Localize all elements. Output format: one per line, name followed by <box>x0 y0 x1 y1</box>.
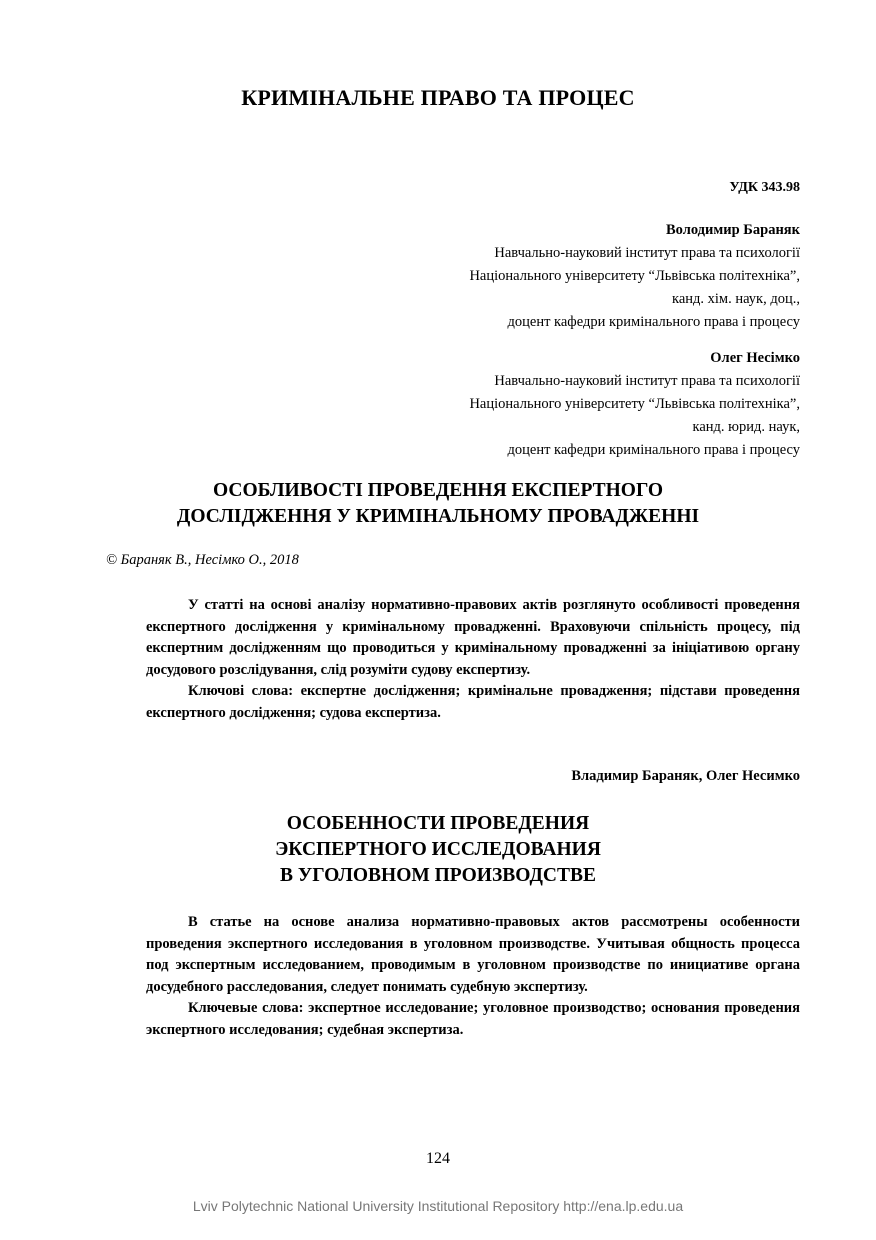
authors-ru: Владимир Бараняк, Олег Несимко <box>571 768 800 784</box>
abstract-ru <box>146 912 800 1041</box>
section-header: КРИМІНАЛЬНЕ ПРАВО ТА ПРОЦЕС <box>241 85 635 110</box>
article-title-uk <box>0 478 876 530</box>
author-degree: канд. юрид. наук, <box>692 419 800 435</box>
author-affiliation: Навчально-науковий інститут права та психології <box>494 373 800 389</box>
author-affiliation: Національного університету “Львівська політехніка”, <box>469 396 800 412</box>
title-line: ДОСЛІДЖЕННЯ У КРИМІНАЛЬНОМУ ПРОВАДЖЕННІ <box>176 506 700 527</box>
page-number: 124 <box>426 1150 450 1167</box>
udk-code: УДК 343.98 <box>729 180 800 195</box>
keywords: Ключевые слова: экспертное исследование; уголовное производство; основания проведения экспертного исследования; судебная экспертиза. <box>146 1000 800 1038</box>
author-position: доцент кафедри кримінального права і процесу <box>507 314 800 330</box>
author-block-2 <box>469 347 800 462</box>
keywords: Ключові слова: експертне дослідження; кримінальне провадження; підстави проведення експертного дослідження; судова експертиза. <box>146 683 800 721</box>
abstract-uk <box>146 595 800 724</box>
author-name: Олег Несімко <box>710 350 800 366</box>
author-block-1 <box>469 219 800 334</box>
author-affiliation: Навчально-науковий інститут права та психології <box>494 245 800 261</box>
abstract-text: У статті на основі аналізу нормативно-правових актів розглянуто особливості проведення експертного дослідження у кримінальному провадженні. Враховуючи спільність процесу, під експертним дослідженням що проводиться у кримінальному провадженні за ініціативою органу досудового розслідування, слід розуміти судову експертизу. <box>146 597 800 678</box>
title-line: В УГОЛОВНОМ ПРОИЗВОДСТВЕ <box>280 865 596 886</box>
repository-footer: Lviv Polytechnic National University Institutional Repository http://ena.lp.edu.ua <box>192 1198 684 1214</box>
author-affiliation: Національного університету “Львівська політехніка”, <box>469 268 800 284</box>
abstract-text: В статье на основе анализа нормативно-правовых актов рассмотрены особенности проведения экспертного исследования в уголовном производстве. Учитывая общность процесса под экспертным исследованием, проводимым в уголовном производстве по инициативе органа досудебного расследования, следует понимать судебную экспертизу. <box>146 914 800 995</box>
copyright-notice: © Бараняк В., Несімко О., 2018 <box>106 552 299 568</box>
author-degree: канд. хім. наук, доц., <box>672 291 800 307</box>
article-title-ru <box>0 811 876 889</box>
title-line: ЭКСПЕРТНОГО ИССЛЕДОВАНИЯ <box>275 839 601 860</box>
title-line: ОСОБЕННОСТИ ПРОВЕДЕНИЯ <box>286 813 590 834</box>
author-position: доцент кафедри кримінального права і процесу <box>507 442 800 458</box>
title-line: ОСОБЛИВОСТІ ПРОВЕДЕННЯ ЕКСПЕРТНОГО <box>212 480 664 501</box>
author-name: Володимир Бараняк <box>665 222 800 238</box>
